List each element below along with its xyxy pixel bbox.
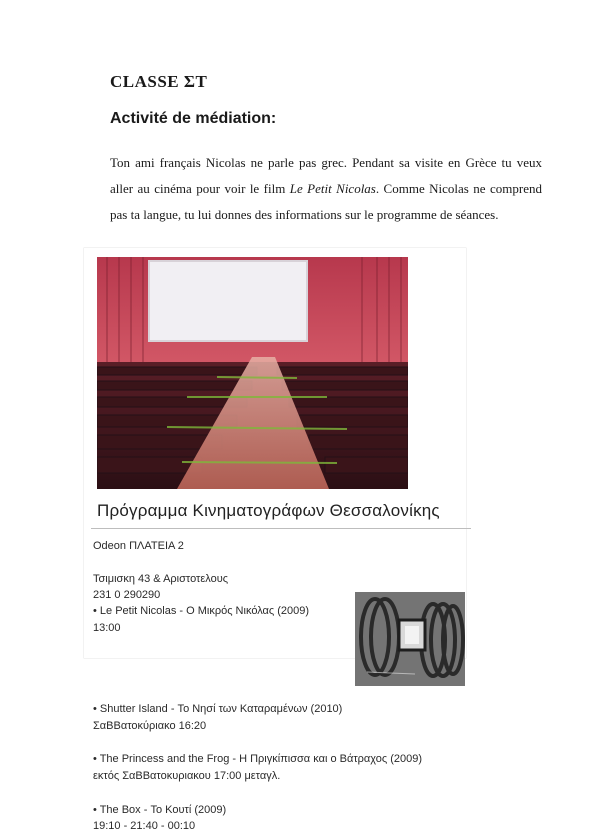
film-times-3: εκτός ΣαΒΒατοκυριακου 17:00 μεταγλ. — [93, 770, 281, 782]
bleed-through-text — [230, 70, 235, 91]
program-heading: Πρόγραμμα Κινηματογράφων Θεσσαλονίκης — [97, 501, 440, 520]
intro-paragraph — [110, 150, 542, 228]
watch-advert-image — [355, 592, 465, 686]
film-title-4: • The Box - Το Κουτί (2009) — [93, 804, 227, 816]
film-title-2: • Shutter Island - Το Νησί των Καταραμένων (2010) — [93, 703, 343, 715]
cinema-address: Τσιμισκη 43 & Αριστοτελους — [93, 573, 229, 585]
heading-divider — [91, 528, 471, 529]
film-times-1: 13:00 — [93, 622, 121, 634]
intro-text-1: Ton ami français Nicolas ne parle pas grec. Pendant sa visite en Grèce tu veux aller au cinéma pour voir le film — [110, 155, 542, 196]
cinema-phone: 231 0 290290 — [93, 589, 161, 601]
film-times-2: ΣαΒΒατοκύριακο 16:20 — [93, 720, 207, 732]
film-times-4: 19:10 - 21:40 - 00:10 — [93, 820, 196, 832]
intro-text-2: . Comme Nicolas ne comprend pas ta langue, tu lui donnes des informations sur le programme de séances. — [110, 181, 542, 222]
class-label: CLASSE ΣΤ — [110, 72, 208, 91]
cinema-name: Odeon ΠΛΑΤΕΙΑ 2 — [93, 540, 184, 552]
film-title-3: • The Princess and the Frog - Η Πριγκίπισσα και ο Βάτραχος (2009) — [93, 753, 423, 765]
film-title: Le Petit Nicolas — [289, 181, 376, 196]
activity-title: Activité de médiation: — [110, 110, 277, 127]
cinema-hall-image — [97, 257, 408, 489]
film-title-1: • Le Petit Nicolas - Ο Μικρός Νικόλας (2009) — [93, 605, 310, 617]
